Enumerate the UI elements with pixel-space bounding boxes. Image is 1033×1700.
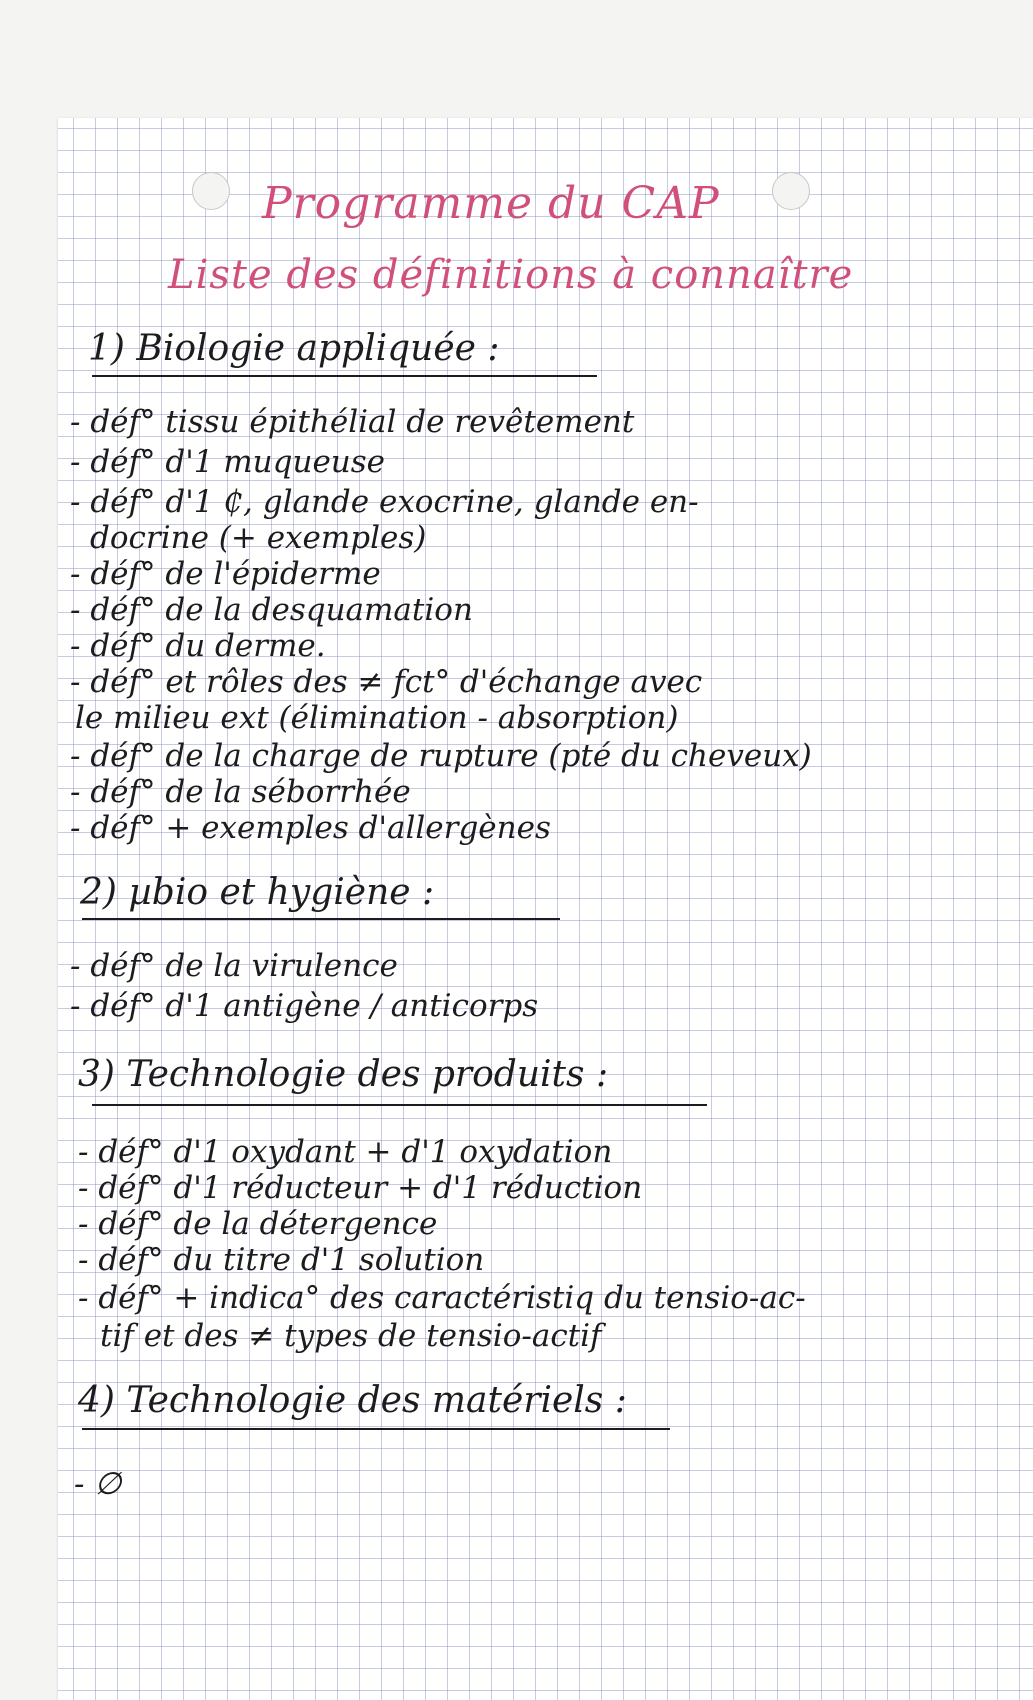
list-item: - déf° d'1 antigène / anticorps — [70, 988, 539, 1024]
list-item: - déf° + exemples d'allergènes — [70, 810, 551, 846]
section-heading-biologie: 1) Biologie appliquée : — [88, 328, 500, 369]
list-item: - déf° d'1 ₵, glande exocrine, glande en- — [70, 484, 699, 520]
section-heading-materiels: 4) Technologie des matériels : — [78, 1380, 627, 1421]
list-item: - déf° + indica° des caractéristiq du tensio-ac- — [78, 1280, 806, 1316]
list-item: - déf° de l'épiderme — [70, 556, 381, 592]
list-item: - déf° d'1 oxydant + d'1 oxydation — [78, 1134, 613, 1170]
list-item: - déf° de la séborrhée — [70, 774, 411, 810]
list-item: tif et des ≠ types de tensio-actif — [100, 1318, 602, 1354]
list-item: - déf° du titre d'1 solution — [78, 1242, 485, 1278]
list-item: - déf° d'1 réducteur + d'1 réduction — [78, 1170, 643, 1206]
list-item: - déf° d'1 muqueuse — [70, 444, 386, 480]
list-item: - déf° et rôles des ≠ fct° d'échange avec — [70, 664, 703, 700]
section-heading-microbio: 2) µbio et hygiène : — [80, 872, 435, 913]
list-item: - déf° tissu épithélial de revêtement — [70, 404, 635, 440]
list-item: - déf° de la desquamation — [70, 592, 473, 628]
section-underline — [82, 918, 560, 920]
section-underline — [82, 1428, 670, 1430]
list-item: - déf° de la virulence — [70, 948, 398, 984]
list-item: - déf° du derme. — [70, 628, 326, 664]
punch-hole-left — [192, 172, 230, 210]
punch-hole-right — [772, 172, 810, 210]
section-heading-produits: 3) Technologie des produits : — [78, 1054, 609, 1095]
section-underline — [92, 375, 597, 377]
list-item: - déf° de la détergence — [78, 1206, 438, 1242]
page-title: Programme du CAP — [262, 178, 720, 229]
list-item: docrine (+ exemples) — [90, 520, 427, 556]
list-item: - ∅ — [74, 1466, 122, 1502]
page-subtitle: Liste des définitions à connaître — [168, 252, 854, 298]
section-underline — [92, 1104, 707, 1106]
list-item: - déf° de la charge de rupture (pté du cheveux) — [70, 738, 812, 774]
list-item: le milieu ext (élimination - absorption) — [75, 700, 679, 736]
